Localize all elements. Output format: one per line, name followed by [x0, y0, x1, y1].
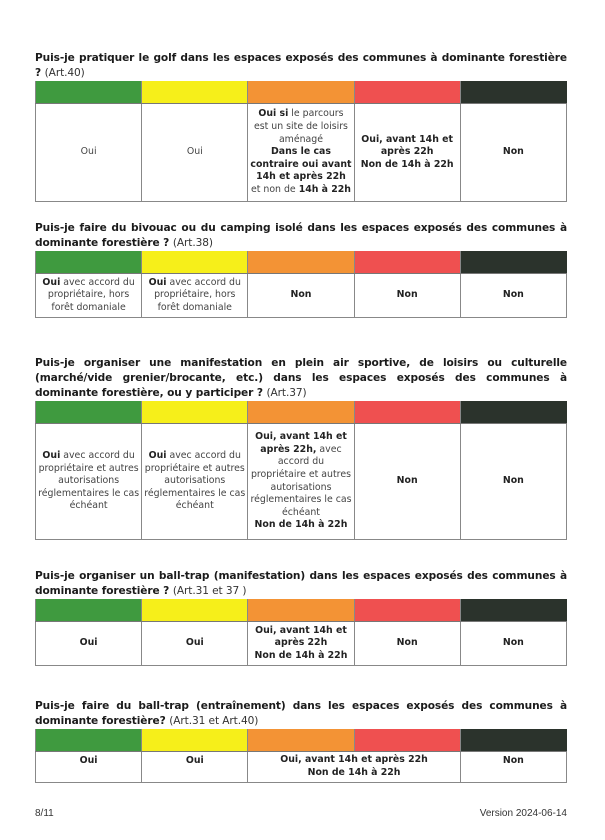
zone-red — [354, 599, 460, 622]
zone-orange — [248, 599, 354, 622]
question-ball-trap-training: Puis-je faire du ball-trap (entraînement) dans les espaces exposés des communes à dominante forestière? (Art.31 et Art.40) — [35, 700, 567, 727]
section-ball-trap-training — [35, 699, 567, 783]
cell-black: Non — [460, 752, 566, 783]
zone-green — [36, 251, 142, 274]
cell-red: Non — [354, 622, 460, 666]
article-ref: (Art.31 et Art.40) — [169, 715, 259, 727]
rule-row — [36, 274, 567, 318]
zone-green — [36, 729, 142, 752]
zone-red — [354, 81, 460, 104]
zone-yellow — [142, 599, 248, 622]
zone-black — [460, 729, 566, 752]
zone-orange — [248, 729, 354, 752]
article-ref: (Art.31 et 37 ) — [172, 585, 247, 597]
cell-yellow: Oui avec accord du propriétaire, hors forêt domaniale — [142, 274, 248, 318]
zone-table-bivouac — [35, 251, 567, 318]
cell-green: Oui — [36, 622, 142, 666]
zone-black — [460, 401, 566, 424]
question-golf: Puis-je pratiquer le golf dans les espaces exposés des communes à dominante forestière ? (Art.40) — [35, 52, 567, 79]
rule-row — [36, 424, 567, 540]
zone-yellow — [142, 401, 248, 424]
section-manifestation — [35, 356, 567, 540]
cell-black: Non — [460, 622, 566, 666]
zone-green — [36, 81, 142, 104]
zone-color-row — [36, 251, 567, 274]
zone-red — [354, 401, 460, 424]
cell-green: Oui avec accord du propriétaire, hors forêt domaniale — [36, 274, 142, 318]
zone-yellow — [142, 251, 248, 274]
cell-green: Oui — [36, 752, 142, 783]
zone-color-row — [36, 81, 567, 104]
zone-orange — [248, 251, 354, 274]
section-bivouac — [35, 221, 567, 318]
article-ref: (Art.40) — [44, 67, 85, 79]
question-ball-trap-manifestation: Puis-je organiser un ball-trap (manifestation) dans les espaces exposés des communes à dominante forestière ? (Art.31 et 37 ) — [35, 570, 567, 597]
zone-black — [460, 599, 566, 622]
section-golf — [35, 51, 567, 202]
cell-yellow: Oui — [142, 104, 248, 202]
rule-row — [36, 104, 567, 202]
section-ball-trap-manifestation — [35, 569, 567, 666]
cell-black: Non — [460, 274, 566, 318]
zone-red — [354, 251, 460, 274]
rule-row — [36, 622, 567, 666]
cell-orange: Oui, avant 14h et après 22h Non de 14h à 22h — [248, 622, 354, 666]
cell-red: Oui, avant 14h et après 22h Non de 14h à 22h — [354, 104, 460, 202]
zone-color-row — [36, 729, 567, 752]
cell-green: Oui avec accord du propriétaire et autres autorisations réglementaires le cas échéant — [36, 424, 142, 540]
cell-green: Oui — [36, 104, 142, 202]
zone-green — [36, 599, 142, 622]
article-ref: (Art.37) — [266, 387, 307, 399]
cell-red: Non — [354, 274, 460, 318]
zone-green — [36, 401, 142, 424]
zone-table-golf — [35, 81, 567, 202]
cell-yellow: Oui avec accord du propriétaire et autres autorisations réglementaires le cas échéant — [142, 424, 248, 540]
cell-black: Non — [460, 424, 566, 540]
zone-orange — [248, 81, 354, 104]
zone-yellow — [142, 729, 248, 752]
rule-row — [36, 752, 567, 783]
cell-yellow: Oui — [142, 622, 248, 666]
zone-black — [460, 251, 566, 274]
page-number: 8/11 — [35, 808, 54, 819]
zone-table-manifestation — [35, 401, 567, 540]
cell-orange: Oui, avant 14h et après 22h, avec accord du propriétaire et autres autorisations réglementaires le cas échéant Non de 14h à 22h — [248, 424, 354, 540]
version-label: Version 2024-06-14 — [479, 808, 567, 819]
article-ref: (Art.38) — [172, 237, 213, 249]
cell-orange-red: Oui, avant 14h et après 22h Non de 14h à 22h — [248, 752, 460, 783]
cell-red: Non — [354, 424, 460, 540]
zone-black — [460, 81, 566, 104]
question-bivouac: Puis-je faire du bivouac ou du camping isolé dans les espaces exposés des communes à dominante forestière ? (Art.38) — [35, 222, 567, 249]
question-manifestation: Puis-je organiser une manifestation en plein air sportive, de loisirs ou culturelle (marché/vide grenier/brocante, etc.) dans les espaces exposés des communes à dominante forestière, ou y participer ? (Art.37) — [35, 357, 567, 399]
zone-color-row — [36, 401, 567, 424]
zone-table-ball-trap-training — [35, 729, 567, 783]
cell-yellow: Oui — [142, 752, 248, 783]
zone-table-ball-trap-manifestation — [35, 599, 567, 666]
cell-orange: Non — [248, 274, 354, 318]
zone-color-row — [36, 599, 567, 622]
zone-red — [354, 729, 460, 752]
zone-orange — [248, 401, 354, 424]
zone-yellow — [142, 81, 248, 104]
cell-black: Non — [460, 104, 566, 202]
cell-orange: Oui si le parcours est un site de loisirs aménagé Dans le cas contraire oui avant 14h et après 22h et non de 14h à 22h — [248, 104, 354, 202]
